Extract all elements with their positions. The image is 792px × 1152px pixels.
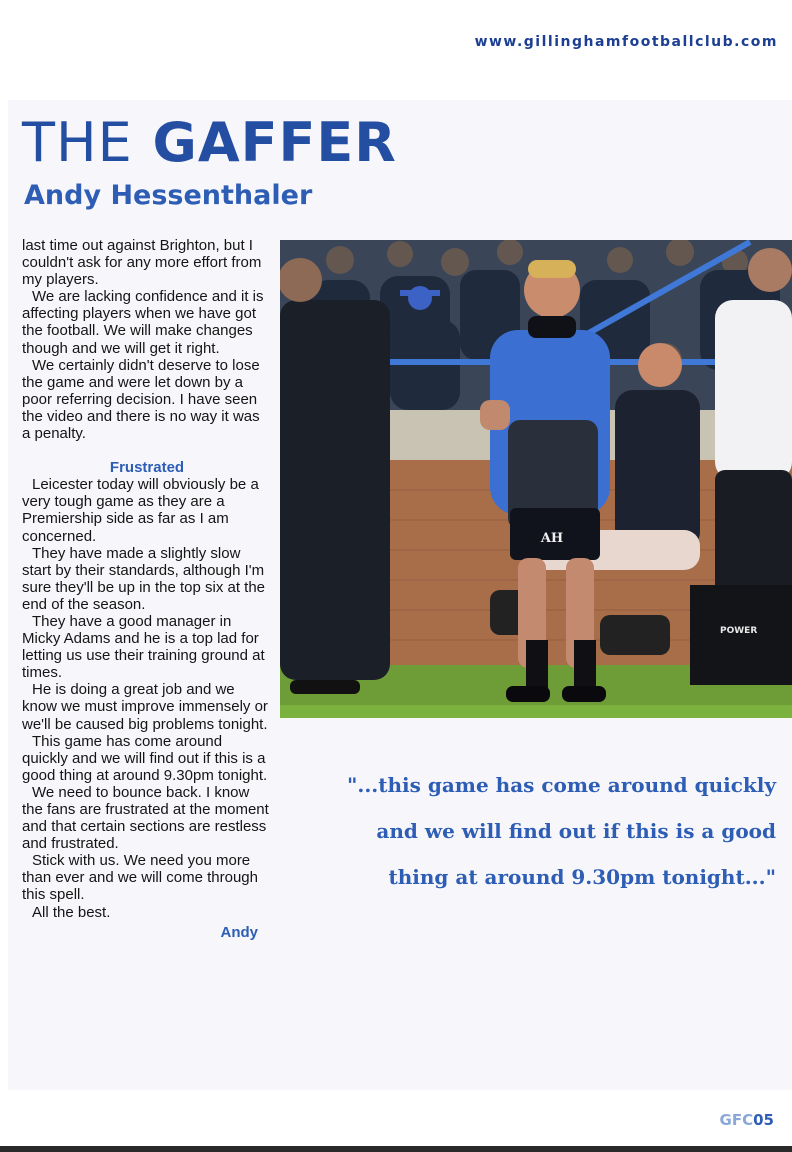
pull-quote-line: "...this game has come around quickly — [346, 773, 776, 797]
subheading: Frustrated — [109, 459, 185, 477]
pull-quote — [290, 762, 776, 900]
paragraph: They have made a slightly slow start by their standards, although I'm sure they'll be up in the top six at the end of the season. — [22, 544, 266, 613]
paragraph: We certainly didn't deserve to lose the game and were let down by a poor referring decision. I have seen the video and there is no way it was a penalty. — [22, 356, 260, 443]
bottom-rule — [0, 1146, 792, 1152]
page-title — [22, 112, 397, 174]
paragraph: last time out against Brighton, but I couldn't ask for any more effort from my players. — [22, 237, 262, 289]
paragraph: Leicester today will obviously be a very tough game as they are a Premiership side as far as I am concerned. — [22, 476, 259, 545]
pull-quote-line: and we will find out if this is a good — [376, 819, 776, 843]
board-text: POWER — [720, 626, 758, 636]
title-word-gaffer: GAFFER — [152, 111, 397, 174]
page-footer — [720, 1111, 774, 1129]
footer-prefix: GFC — [719, 1111, 754, 1129]
website-url: www.gillinghamfootballclub.com — [474, 34, 778, 50]
manager-photo — [280, 240, 792, 718]
shorts-initials: AH — [540, 531, 564, 546]
author-name: Andy Hessenthaler — [24, 180, 313, 211]
paragraph: We need to bounce back. I know the fans are frustrated at the moment and that certain sections are restless and frustrated. — [22, 783, 269, 853]
paragraph: They have a good manager in Micky Adams and he is a top lad for letting us use their training ground at times. — [22, 612, 265, 682]
paragraph: He is doing a great job and we know we must improve immensely or we'll be caused big problems tonight. — [22, 681, 268, 733]
page-number: 05 — [753, 1111, 774, 1129]
paragraph: We are lacking confidence and it is affecting players when we have got the football. We will make changes though and we will get it right. — [22, 288, 264, 357]
paragraph: Stick with us. We need you more than ever and we will come through this spell. — [22, 852, 258, 904]
paragraph: This game has come around quickly and we will find out if this is a good thing at around 9.30pm tonight. — [22, 732, 268, 784]
title-word-the: THE — [22, 111, 133, 174]
pull-quote-line: thing at around 9.30pm tonight..." — [388, 865, 776, 889]
photo-illustration — [280, 240, 792, 718]
article-body — [22, 237, 272, 941]
paragraph: All the best. — [32, 903, 111, 921]
signoff: Andy — [220, 923, 258, 941]
